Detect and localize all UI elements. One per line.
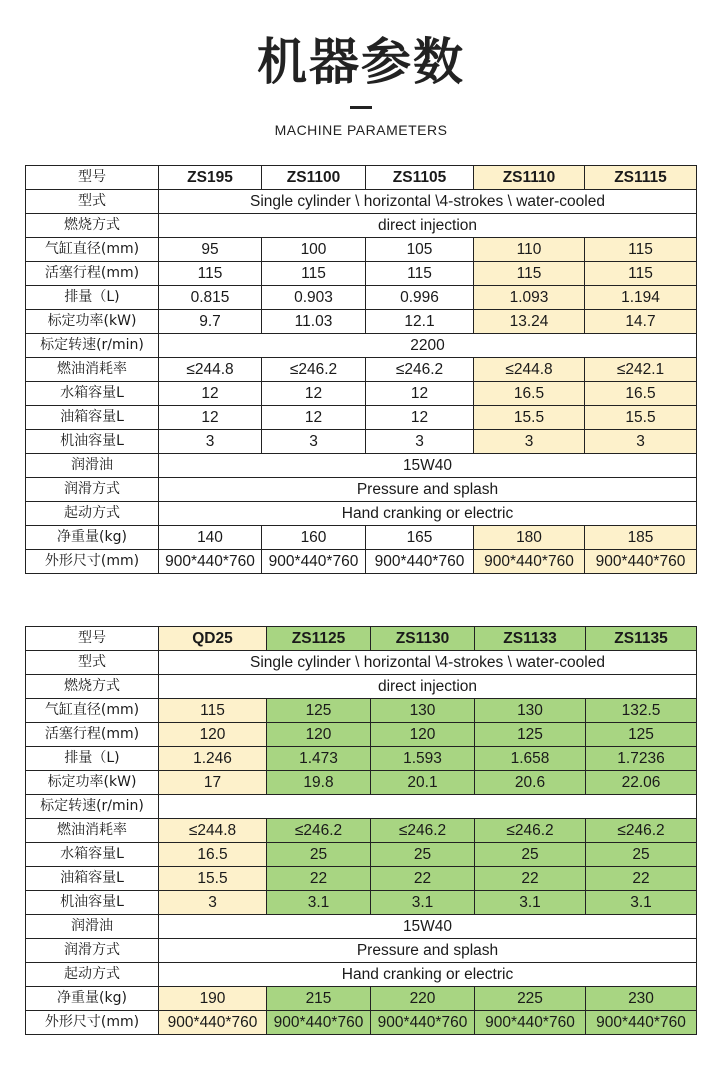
value-cell: 115 (474, 262, 585, 286)
value-cell: 1.093 (474, 286, 585, 310)
merged-cell: Hand cranking or electric (159, 963, 697, 987)
merged-cell: Pressure and splash (159, 478, 697, 502)
value-cell: 115 (366, 262, 474, 286)
value-cell: ≤244.8 (159, 358, 262, 382)
value-cell: 1.473 (267, 747, 371, 771)
value-cell: ≤246.2 (586, 819, 697, 843)
row-label: 排量（L) (26, 747, 159, 771)
value-cell: 15.5 (159, 867, 267, 891)
row-label: 型号 (26, 627, 159, 651)
value-cell: 115 (585, 262, 697, 286)
value-cell: 1.194 (585, 286, 697, 310)
value-cell: 115 (159, 699, 267, 723)
table-row (26, 915, 697, 939)
row-label: 标定转速(r/min) (26, 334, 159, 358)
value-cell: 3.1 (371, 891, 475, 915)
value-cell: 125 (475, 723, 586, 747)
model-header-cell: ZS1135 (586, 627, 697, 651)
table-row (26, 987, 697, 1011)
value-cell: 220 (371, 987, 475, 1011)
table-row (26, 334, 697, 358)
row-label: 润滑方式 (26, 478, 159, 502)
value-cell: 160 (262, 526, 366, 550)
merged-cell: 15W40 (159, 454, 697, 478)
model-header-cell: ZS1130 (371, 627, 475, 651)
row-label: 起动方式 (26, 502, 159, 526)
table-row (26, 819, 697, 843)
value-cell: 12 (366, 382, 474, 406)
table-row (26, 430, 697, 454)
page-subtitle: MACHINE PARAMETERS (274, 122, 448, 138)
value-cell: 1.593 (371, 747, 475, 771)
table-row (26, 550, 697, 574)
value-cell: 12 (366, 406, 474, 430)
table-row (26, 310, 697, 334)
row-label: 标定转速(r/min) (26, 795, 159, 819)
value-cell: 22 (586, 867, 697, 891)
table-row (26, 771, 697, 795)
value-cell: 140 (159, 526, 262, 550)
model-header-cell: ZS1125 (267, 627, 371, 651)
table-row (26, 238, 697, 262)
value-cell: 15.5 (585, 406, 697, 430)
row-label: 水箱容量L (26, 382, 159, 406)
merged-cell: Hand cranking or electric (159, 502, 697, 526)
table-header-row (26, 627, 697, 651)
table-row (26, 214, 697, 238)
value-cell: 0.996 (366, 286, 474, 310)
value-cell: 3 (159, 430, 262, 454)
row-label: 燃油消耗率 (26, 358, 159, 382)
row-label: 活塞行程(mm) (26, 262, 159, 286)
table-row (26, 651, 697, 675)
value-cell: 190 (159, 987, 267, 1011)
value-cell: ≤246.2 (267, 819, 371, 843)
value-cell: 115 (159, 262, 262, 286)
row-label: 型号 (26, 166, 159, 190)
value-cell: 25 (371, 843, 475, 867)
merged-cell: Single cylinder \ horizontal \4-strokes \ water-cooled (159, 651, 697, 675)
value-cell: 15.5 (474, 406, 585, 430)
row-label: 燃油消耗率 (26, 819, 159, 843)
table-header-row (26, 166, 697, 190)
value-cell: ≤244.8 (474, 358, 585, 382)
model-header-cell: QD25 (159, 627, 267, 651)
merged-cell: direct injection (159, 675, 697, 699)
value-cell: 180 (474, 526, 585, 550)
merged-cell: Single cylinder \ horizontal \4-strokes \ water-cooled (159, 190, 697, 214)
value-cell: 25 (267, 843, 371, 867)
table-row (26, 699, 697, 723)
row-label: 机油容量L (26, 891, 159, 915)
row-label: 型式 (26, 190, 159, 214)
value-cell: 900*440*760 (366, 550, 474, 574)
value-cell: 900*440*760 (159, 1011, 267, 1035)
value-cell: 900*440*760 (159, 550, 262, 574)
value-cell: 0.903 (262, 286, 366, 310)
row-label: 净重量(kg) (26, 526, 159, 550)
value-cell: ≤246.2 (366, 358, 474, 382)
value-cell: 130 (475, 699, 586, 723)
table-row (26, 843, 697, 867)
row-label: 润滑油 (26, 915, 159, 939)
value-cell: 900*440*760 (474, 550, 585, 574)
value-cell: 11.03 (262, 310, 366, 334)
value-cell: 3.1 (586, 891, 697, 915)
value-cell: 14.7 (585, 310, 697, 334)
value-cell: 3.1 (475, 891, 586, 915)
merged-cell (159, 795, 697, 819)
value-cell: 3 (262, 430, 366, 454)
value-cell: 3 (366, 430, 474, 454)
value-cell: 12.1 (366, 310, 474, 334)
title-divider (350, 106, 372, 109)
value-cell: 12 (159, 382, 262, 406)
table-row (26, 723, 697, 747)
value-cell: 900*440*760 (267, 1011, 371, 1035)
row-label: 润滑方式 (26, 939, 159, 963)
table-row (26, 891, 697, 915)
table-row (26, 358, 697, 382)
value-cell: 130 (371, 699, 475, 723)
value-cell: 0.815 (159, 286, 262, 310)
value-cell: 120 (267, 723, 371, 747)
page-title: 机器参数 (257, 33, 465, 91)
value-cell: 1.7236 (586, 747, 697, 771)
value-cell: 115 (585, 238, 697, 262)
row-label: 油箱容量L (26, 406, 159, 430)
row-label: 起动方式 (26, 963, 159, 987)
row-label: 润滑油 (26, 454, 159, 478)
value-cell: 19.8 (267, 771, 371, 795)
value-cell: 3 (159, 891, 267, 915)
table-row (26, 963, 697, 987)
value-cell: 13.24 (474, 310, 585, 334)
value-cell: 3 (585, 430, 697, 454)
table-row (26, 502, 697, 526)
value-cell: 225 (475, 987, 586, 1011)
model-header-cell: ZS1133 (475, 627, 586, 651)
table-row (26, 939, 697, 963)
value-cell: 120 (159, 723, 267, 747)
value-cell: 105 (366, 238, 474, 262)
row-label: 活塞行程(mm) (26, 723, 159, 747)
value-cell: 110 (474, 238, 585, 262)
value-cell: ≤244.8 (159, 819, 267, 843)
table-row (26, 262, 697, 286)
value-cell: 900*440*760 (586, 1011, 697, 1035)
table-row (26, 747, 697, 771)
value-cell: 22.06 (586, 771, 697, 795)
value-cell: 20.1 (371, 771, 475, 795)
table-row (26, 478, 697, 502)
row-label: 机油容量L (26, 430, 159, 454)
value-cell: ≤246.2 (475, 819, 586, 843)
value-cell: 115 (262, 262, 366, 286)
value-cell: 25 (586, 843, 697, 867)
value-cell: 9.7 (159, 310, 262, 334)
value-cell: 165 (366, 526, 474, 550)
row-label: 燃烧方式 (26, 214, 159, 238)
value-cell: 12 (159, 406, 262, 430)
value-cell: 100 (262, 238, 366, 262)
table-row (26, 406, 697, 430)
model-header-cell: ZS195 (159, 166, 262, 190)
value-cell: 22 (371, 867, 475, 891)
row-label: 净重量(kg) (26, 987, 159, 1011)
spec-table-1 (25, 165, 697, 574)
table-row (26, 675, 697, 699)
value-cell: ≤242.1 (585, 358, 697, 382)
value-cell: 900*440*760 (585, 550, 697, 574)
value-cell: 20.6 (475, 771, 586, 795)
row-label: 型式 (26, 651, 159, 675)
row-label: 气缸直径(mm) (26, 699, 159, 723)
value-cell: 900*440*760 (262, 550, 366, 574)
table-row (26, 795, 697, 819)
value-cell: 1.246 (159, 747, 267, 771)
table-row (26, 526, 697, 550)
table-row (26, 454, 697, 478)
value-cell: 185 (585, 526, 697, 550)
value-cell: 17 (159, 771, 267, 795)
table-row (26, 867, 697, 891)
row-label: 外形尺寸(mm) (26, 1011, 159, 1035)
value-cell: 22 (475, 867, 586, 891)
merged-cell: 15W40 (159, 915, 697, 939)
value-cell: ≤246.2 (262, 358, 366, 382)
row-label: 燃烧方式 (26, 675, 159, 699)
value-cell: 12 (262, 382, 366, 406)
row-label: 水箱容量L (26, 843, 159, 867)
model-header-cell: ZS1115 (585, 166, 697, 190)
table-row (26, 382, 697, 406)
value-cell: 16.5 (585, 382, 697, 406)
merged-cell: 2200 (159, 334, 697, 358)
row-label: 排量（L) (26, 286, 159, 310)
model-header-cell: ZS1100 (262, 166, 366, 190)
row-label: 油箱容量L (26, 867, 159, 891)
table-row (26, 286, 697, 310)
value-cell: 25 (475, 843, 586, 867)
model-header-cell: ZS1105 (366, 166, 474, 190)
value-cell: 16.5 (474, 382, 585, 406)
value-cell: 3.1 (267, 891, 371, 915)
value-cell: 215 (267, 987, 371, 1011)
value-cell: 22 (267, 867, 371, 891)
merged-cell: direct injection (159, 214, 697, 238)
value-cell: 95 (159, 238, 262, 262)
value-cell: 120 (371, 723, 475, 747)
value-cell: 16.5 (159, 843, 267, 867)
table-row (26, 190, 697, 214)
value-cell: 132.5 (586, 699, 697, 723)
value-cell: 230 (586, 987, 697, 1011)
value-cell: 125 (586, 723, 697, 747)
value-cell: 125 (267, 699, 371, 723)
model-header-cell: ZS1110 (474, 166, 585, 190)
value-cell: 3 (474, 430, 585, 454)
value-cell: 900*440*760 (475, 1011, 586, 1035)
row-label: 气缸直径(mm) (26, 238, 159, 262)
spec-table-2 (25, 626, 697, 1035)
value-cell: 900*440*760 (371, 1011, 475, 1035)
value-cell: 12 (262, 406, 366, 430)
value-cell: 1.658 (475, 747, 586, 771)
value-cell: ≤246.2 (371, 819, 475, 843)
table-row (26, 1011, 697, 1035)
row-label: 标定功率(kW) (26, 771, 159, 795)
row-label: 标定功率(kW) (26, 310, 159, 334)
row-label: 外形尺寸(mm) (26, 550, 159, 574)
merged-cell: Pressure and splash (159, 939, 697, 963)
